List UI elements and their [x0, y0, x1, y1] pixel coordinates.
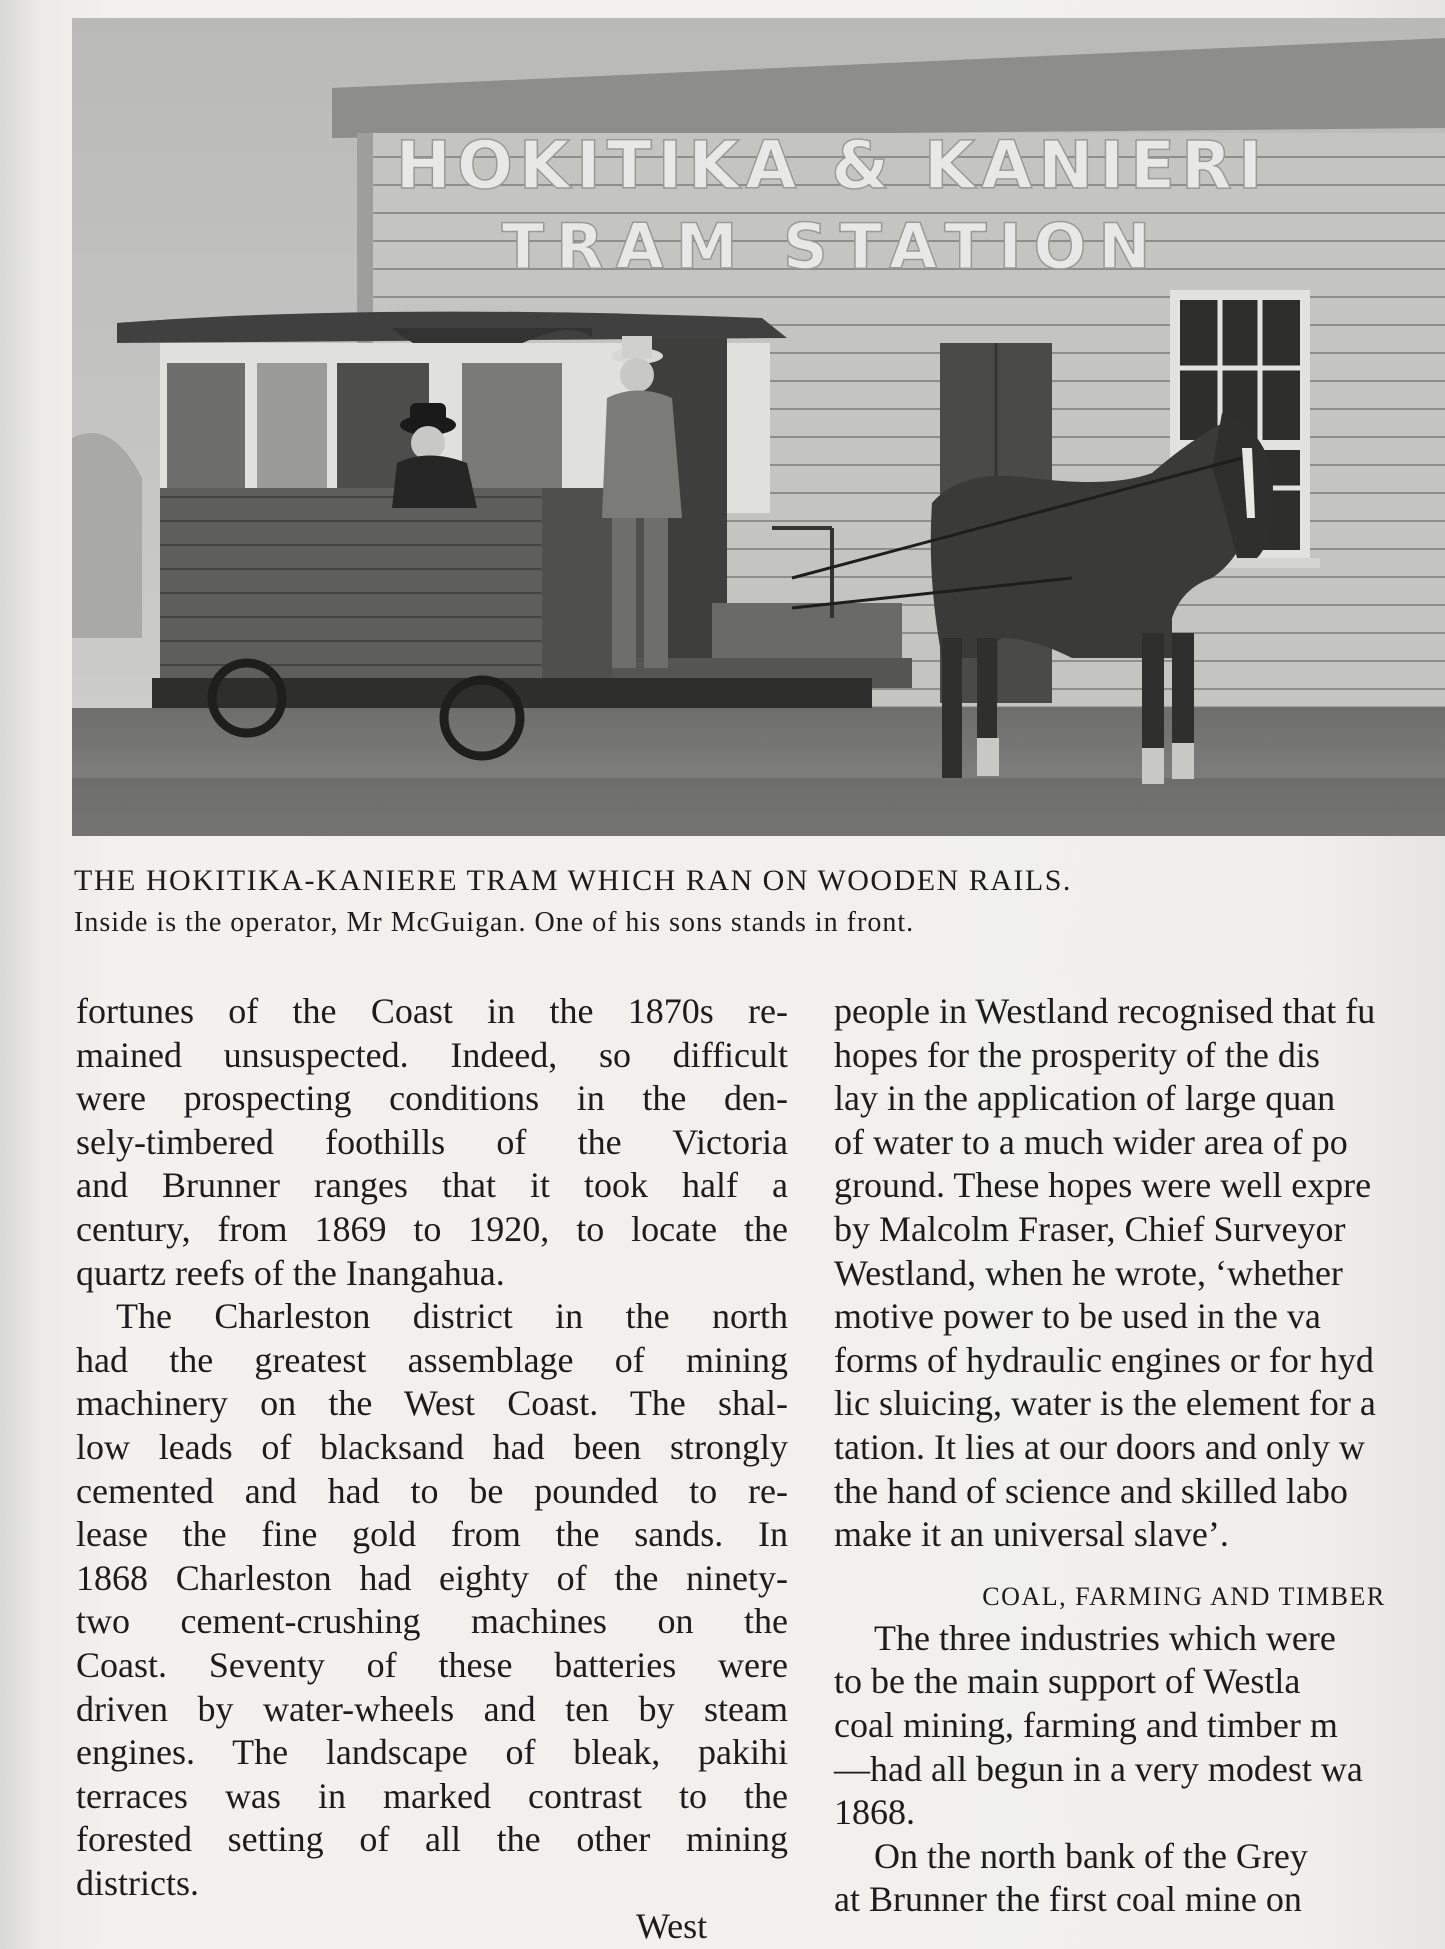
historical-photograph — [72, 18, 1445, 836]
text-line: The three industries which were — [874, 1617, 1336, 1658]
text-line: terraces was in marked contrast to the — [76, 1775, 788, 1816]
text-line: On the north bank of the Grey — [874, 1835, 1308, 1876]
text-line: had the greatest assemblage of mining — [76, 1339, 788, 1380]
text-line: 1868 Charleston had eighty of the ninety- — [76, 1557, 788, 1598]
left-column — [76, 990, 788, 1949]
text-line: lease the fine gold from the sands. In — [76, 1514, 788, 1555]
text-line: hopes for the prosperity of the dis — [834, 1034, 1320, 1075]
text-line: were prospecting conditions in the den- — [76, 1078, 788, 1119]
text-line: at Brunner the first coal mine on — [834, 1879, 1302, 1920]
text-line: quartz reefs of the Inangahua. — [76, 1252, 505, 1293]
text-line: people in Westland recognised that fu — [834, 991, 1376, 1031]
text-line: lay in the application of large quan — [834, 1078, 1336, 1119]
right-column — [834, 990, 1445, 1922]
text-line: make it an universal slave’. — [834, 1514, 1229, 1555]
text-line: cemented and had to be pounded to re- — [76, 1470, 788, 1511]
text-line: machinery on the West Coast. The shal- — [76, 1383, 788, 1424]
text-line: driven by water-wheels and ten by steam — [76, 1688, 788, 1729]
text-line: districts. — [76, 1862, 199, 1903]
text-line: to be the main support of Westla — [834, 1661, 1301, 1702]
text-line: forms of hydraulic engines or for hyd — [834, 1339, 1374, 1380]
text-line: tation. It lies at our doors and only w — [834, 1426, 1365, 1467]
text-line: by Malcolm Fraser, Chief Surveyor — [834, 1208, 1346, 1249]
text-line: the hand of science and skilled labo — [834, 1470, 1348, 1511]
text-line: ground. These hopes were well expre — [834, 1165, 1372, 1206]
photo-caption — [74, 860, 1274, 944]
section-heading: COAL, FARMING AND TIMBER — [982, 1581, 1386, 1611]
text-line: mained unsuspected. Indeed, so difficult — [76, 1034, 788, 1075]
text-line: and Brunner ranges that it took half a — [76, 1165, 788, 1206]
text-line: forested setting of all the other mining — [76, 1819, 788, 1860]
caption-title: THE HOKITIKA-KANIERE TRAM WHICH RAN ON WOODEN RAILS. — [74, 864, 1072, 897]
text-line-cut: West — [636, 1906, 708, 1947]
text-line: Westland, when he wrote, ‘whether — [834, 1252, 1343, 1293]
tram-station-scene — [72, 18, 1445, 836]
text-line: 1868. — [834, 1792, 915, 1833]
text-line: motive power to be used in the va — [834, 1296, 1321, 1337]
text-line: of water to a much wider area of po — [834, 1121, 1348, 1162]
sign-text-line2: TRAM STATION — [501, 210, 1163, 283]
text-line: century, from 1869 to 1920, to locate the — [76, 1208, 788, 1249]
text-line: coal mining, farming and timber m — [834, 1704, 1338, 1745]
text-line: lic sluicing, water is the element for a — [834, 1383, 1376, 1424]
text-line: engines. The landscape of bleak, pakihi — [76, 1732, 788, 1773]
text-line: The Charleston district in the north — [116, 1296, 788, 1337]
text-line: sely-timbered foothills of the Victoria — [76, 1121, 788, 1162]
text-line: —had all begun in a very modest wa — [834, 1748, 1363, 1789]
caption-subtitle: Inside is the operator, Mr McGuigan. One of his sons stands in front. — [74, 907, 915, 938]
text-line: low leads of blacksand had been strongly — [76, 1426, 788, 1467]
sign-text-line1: HOKITIKA & KANIERI — [395, 127, 1269, 204]
text-line: fortunes of the Coast in the 1870s re- — [76, 991, 788, 1031]
text-line: two cement-crushing machines on the — [76, 1601, 788, 1642]
text-line: Coast. Seventy of these batteries were — [76, 1644, 788, 1685]
